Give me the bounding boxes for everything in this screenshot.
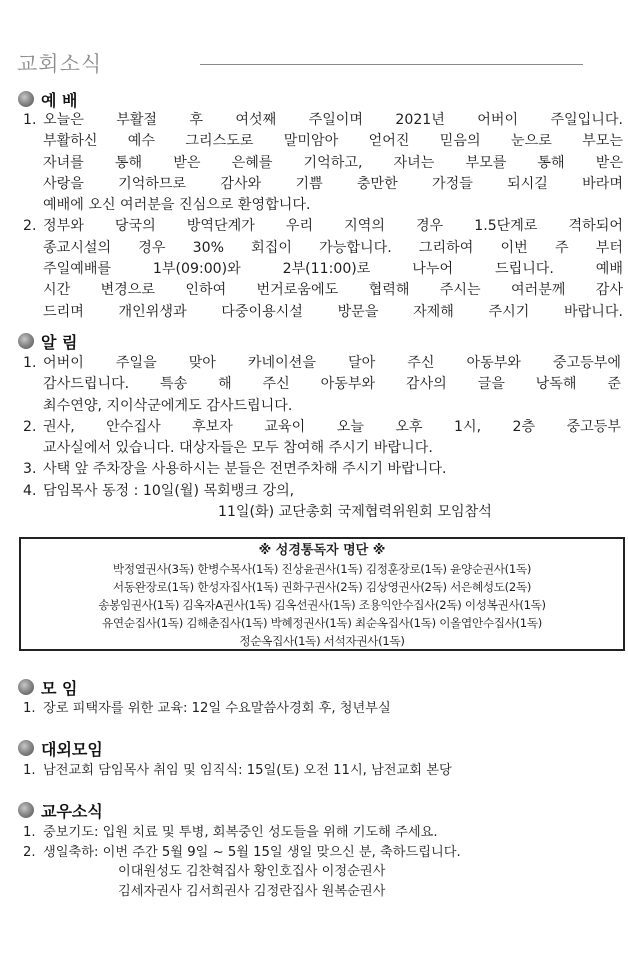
item-number: 2. [23, 844, 36, 860]
section-header-meetings [18, 676, 77, 698]
bible-reading-roster [19, 537, 625, 651]
list-item [23, 216, 623, 322]
item-text-line: 어버이 주일을 맞아 카네이션을 달아 주신 아동부와 중고등부에 [43, 355, 621, 371]
section-title-members: 교우소식 [41, 801, 103, 821]
item-number: 1. [23, 701, 36, 716]
section-header-worship [18, 88, 77, 110]
bullet-icon [18, 679, 34, 695]
bullet-icon [18, 740, 34, 756]
list-item [23, 761, 621, 781]
item-number: 4. [23, 482, 37, 499]
item-text-line: 드리며 개인위생과 다중이용시설 방문을 자제해 주시기 바랍니다. [43, 303, 623, 320]
list-item [23, 843, 621, 902]
bullet-icon [18, 333, 34, 349]
bullet-icon [18, 802, 34, 818]
section-title-worship: 예 배 [41, 90, 78, 110]
external-list [23, 761, 621, 781]
title-divider [200, 64, 583, 65]
item-text-line: 장로 피택자를 위한 교육: 12일 수요말씀사경회 후, 청년부실 [43, 701, 391, 716]
item-number: 2. [23, 418, 37, 435]
roster-line: 정순옥집사(1독) 서석자권사(1독) [239, 634, 405, 648]
item-text-line: 사랑을 기억하므로 감사와 기쁨 충만한 가정들 되시길 바라며 [43, 175, 623, 192]
item-text-line: 사택 앞 주차장을 사용하시는 분들은 전면주차해 주시기 바랍니다. [43, 461, 447, 478]
item-number: 1. [23, 112, 37, 128]
section-title-notices: 알 림 [41, 332, 78, 352]
section-header-members [18, 799, 103, 821]
item-text-line: 김세자권사 김서희권사 김정란집사 원복순권사 [118, 883, 386, 899]
item-text-line: 담임목사 동정 : 10일(월) 목회뱅크 강의, [43, 482, 295, 499]
bullet-icon [18, 91, 34, 107]
roster-line: 유연순집사(1독) 김해춘집사(1독) 박혜정권사(1독) 최순옥집사(1독) 이올엽안수집사(1독) [102, 616, 542, 630]
item-number: 1. [23, 825, 36, 840]
item-number: 3. [23, 461, 37, 478]
meetings-list [23, 699, 621, 719]
item-text-line: 이대원성도 김찬혁집사 황인호집사 이정순권사 [118, 864, 386, 879]
item-text-line: 오늘은 부활절 후 여섯째 주일이며 2021년 어버이 주일입니다. [43, 112, 623, 128]
item-text-line: 정부와 당국의 방역단계가 우리 지역의 경우 1.5단계로 격하되어 [43, 218, 623, 235]
page-title: 교회소식 [17, 52, 103, 76]
item-text-line: 최수연양, 지이삭군에게도 감사드립니다. [43, 397, 293, 414]
roster-line: 박정열권사(3독) 한병수목사(1독) 진상윤권사(1독) 김정훈장로(1독) 윤양순권사(1독) [112, 562, 532, 576]
list-item [23, 417, 621, 460]
item-text-line: 자녀를 통해 받은 은혜를 기억하고, 자녀는 부모를 통해 받은 [43, 154, 623, 171]
item-number: 1. [23, 763, 36, 778]
list-item [23, 110, 623, 216]
item-text-line: 중보기도: 입원 치료 및 투병, 회복중인 성도들을 위해 기도해 주세요. [43, 825, 438, 840]
members-list [23, 823, 621, 901]
item-text-line: 예배에 오신 여러분을 진심으로 환영합니다. [43, 197, 311, 214]
item-text-line: 주일예배를 1부(09:00)와 2부(11:00)로 나누어 드립니다. 예배 [43, 261, 623, 278]
section-header-external [18, 737, 103, 759]
section-title-external: 대외모임 [41, 739, 103, 759]
item-text-line: 감사드립니다. 특송 해 주신 아동부와 감사의 글을 낭독해 준 [43, 376, 621, 393]
notices-list [23, 353, 621, 523]
list-item [23, 823, 621, 843]
roster-title: ※ 성경통독자 명단 ※ [258, 543, 386, 558]
list-item [23, 699, 621, 719]
item-number: 1. [23, 355, 37, 371]
roster-line: 송봉임권사(1독) 김옥자A권사(1독) 김옥선권사(1독) 조용익안수집사(2독) 이성복권사(1독) [98, 598, 546, 612]
section-title-meetings: 모 임 [41, 678, 78, 698]
list-item [23, 459, 621, 480]
list-item [23, 481, 621, 524]
item-text-line: 시간 변경으로 인하여 번거로움에도 협력해 주시는 여러분께 감사 [43, 282, 623, 299]
item-text-line: 교사실에서 있습니다. 대상자들은 모두 참여해 주시기 바랍니다. [43, 440, 433, 457]
item-text-line: 11일(화) 교단총회 국제협력위원회 모임참석 [218, 504, 492, 521]
item-text-line: 권사, 안수집사 후보자 교육이 오늘 오후 1시, 2층 중고등부 [43, 418, 621, 435]
list-item [23, 353, 621, 417]
section-header-notices [18, 330, 77, 352]
item-text-line: 부활하신 예수 그리스도로 말미암아 얻어진 믿음의 눈으로 부모는 [43, 133, 623, 150]
item-text-line: 생일축하: 이번 주간 5월 9일 ~ 5월 15일 생일 맞으신 분, 축하드립니다. [43, 844, 461, 860]
item-number: 2. [23, 218, 37, 235]
item-text-line: 종교시설의 경우 30% 회집이 가능합니다. 그리하여 이번 주 부터 [43, 239, 623, 256]
item-text-line: 남전교회 담임목사 취임 및 임직식: 15일(토) 오전 11시, 남전교회 본당 [43, 763, 452, 778]
worship-list [23, 110, 623, 323]
roster-line: 서동완장로(1독) 한성자집사(1독) 권화구권사(2독) 김상영권사(2독) 서은혜성도(2독) [112, 580, 532, 594]
